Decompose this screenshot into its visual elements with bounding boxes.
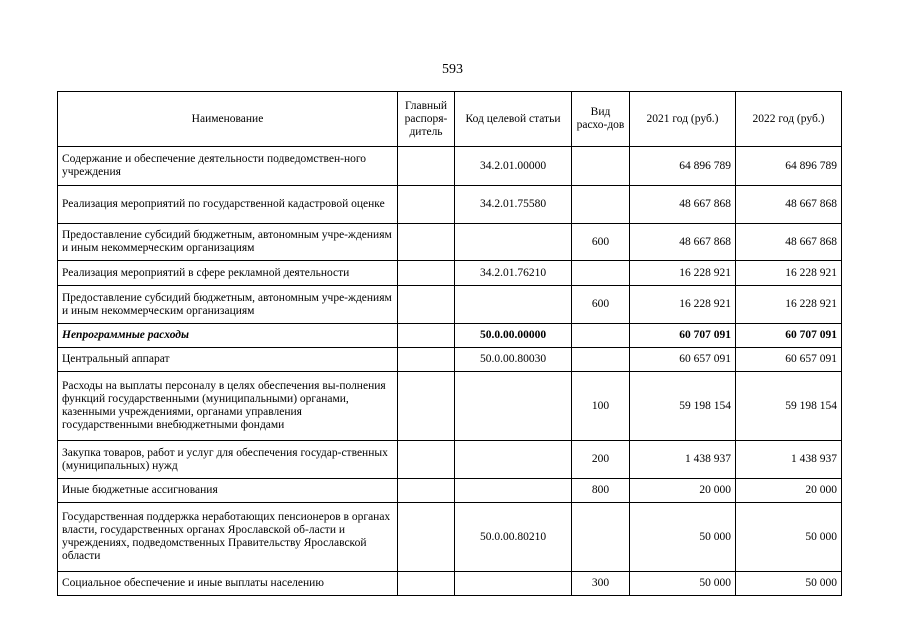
cell-admin [398,441,455,479]
cell-name: Расходы на выплаты персоналу в целях обеспечения вы-полнения функций государственными (муниципальными) органами, казенными учреждениями, органами управления государственными внебюджетными фондами [58,372,398,441]
table-row [58,186,842,224]
cell-name: Непрограммные расходы [58,324,398,348]
cell-code: 34.2.01.00000 [455,147,572,186]
cell-code [455,572,572,596]
cell-2021: 1 438 937 [630,441,736,479]
cell-code [455,224,572,261]
header-code: Код целевой статьи [455,92,572,147]
cell-type [572,261,630,286]
cell-type [572,147,630,186]
cell-2022: 1 438 937 [736,441,842,479]
table-row [58,286,842,324]
header-2021: 2021 год (руб.) [630,92,736,147]
cell-2021: 59 198 154 [630,372,736,441]
cell-admin [398,372,455,441]
cell-admin [398,572,455,596]
cell-name: Иные бюджетные ассигнования [58,479,398,503]
cell-2022: 60 657 091 [736,348,842,372]
cell-2022: 48 667 868 [736,224,842,261]
cell-type: 800 [572,479,630,503]
cell-2021: 50 000 [630,572,736,596]
table-row [58,324,842,348]
cell-2021: 50 000 [630,503,736,572]
cell-type: 600 [572,286,630,324]
cell-name: Содержание и обеспечение деятельности подведомствен-ного учреждения [58,147,398,186]
table-row [58,372,842,441]
cell-type: 200 [572,441,630,479]
table-row [58,147,842,186]
cell-2022: 48 667 868 [736,186,842,224]
cell-code [455,441,572,479]
cell-code: 50.0.00.00000 [455,324,572,348]
cell-2022: 20 000 [736,479,842,503]
table-row [58,572,842,596]
cell-2021: 16 228 921 [630,286,736,324]
cell-name: Социальное обеспечение и иные выплаты населению [58,572,398,596]
table-row [58,441,842,479]
cell-admin [398,286,455,324]
table-header-row [58,92,842,147]
header-type: Вид расхо-дов [572,92,630,147]
cell-code [455,372,572,441]
cell-type [572,324,630,348]
cell-name: Центральный аппарат [58,348,398,372]
cell-2022: 60 707 091 [736,324,842,348]
cell-2022: 59 198 154 [736,372,842,441]
cell-type [572,186,630,224]
budget-table [57,91,842,596]
cell-code [455,479,572,503]
cell-2022: 16 228 921 [736,286,842,324]
table-row [58,503,842,572]
cell-type: 100 [572,372,630,441]
cell-admin [398,479,455,503]
table-row [58,479,842,503]
cell-2021: 20 000 [630,479,736,503]
cell-2022: 64 896 789 [736,147,842,186]
cell-name: Реализация мероприятий в сфере рекламной деятельности [58,261,398,286]
cell-name: Закупка товаров, работ и услуг для обеспечения государ-ственных (муниципальных) нужд [58,441,398,479]
cell-code: 34.2.01.75580 [455,186,572,224]
cell-2021: 64 896 789 [630,147,736,186]
page-number: 593 [442,62,463,77]
table-row [58,348,842,372]
cell-code [455,286,572,324]
cell-2022: 50 000 [736,503,842,572]
cell-admin [398,324,455,348]
cell-2021: 48 667 868 [630,224,736,261]
cell-type: 300 [572,572,630,596]
cell-2021: 60 657 091 [630,348,736,372]
cell-name: Предоставление субсидий бюджетным, автономным учре-ждениям и иным некоммерческим организациям [58,224,398,261]
cell-admin [398,147,455,186]
cell-admin [398,348,455,372]
cell-type [572,503,630,572]
cell-name: Государственная поддержка неработающих пенсионеров в органах власти, государственных органах Ярославской об-ласти и учреждениях, подведомственных Правительству Ярославской области [58,503,398,572]
cell-code: 50.0.00.80030 [455,348,572,372]
cell-admin [398,261,455,286]
cell-type: 600 [572,224,630,261]
cell-admin [398,186,455,224]
cell-code: 34.2.01.76210 [455,261,572,286]
cell-admin [398,503,455,572]
cell-2021: 16 228 921 [630,261,736,286]
cell-code: 50.0.00.80210 [455,503,572,572]
cell-2021: 60 707 091 [630,324,736,348]
cell-type [572,348,630,372]
cell-name: Предоставление субсидий бюджетным, автономным учре-ждениям и иным некоммерческим организациям [58,286,398,324]
table-row [58,224,842,261]
header-2022: 2022 год (руб.) [736,92,842,147]
cell-name: Реализация мероприятий по государственной кадастровой оценке [58,186,398,224]
cell-2022: 50 000 [736,572,842,596]
cell-2022: 16 228 921 [736,261,842,286]
cell-2021: 48 667 868 [630,186,736,224]
header-name: Наименование [58,92,398,147]
table-row [58,261,842,286]
cell-admin [398,224,455,261]
header-admin: Главный распоря-дитель [398,92,455,147]
